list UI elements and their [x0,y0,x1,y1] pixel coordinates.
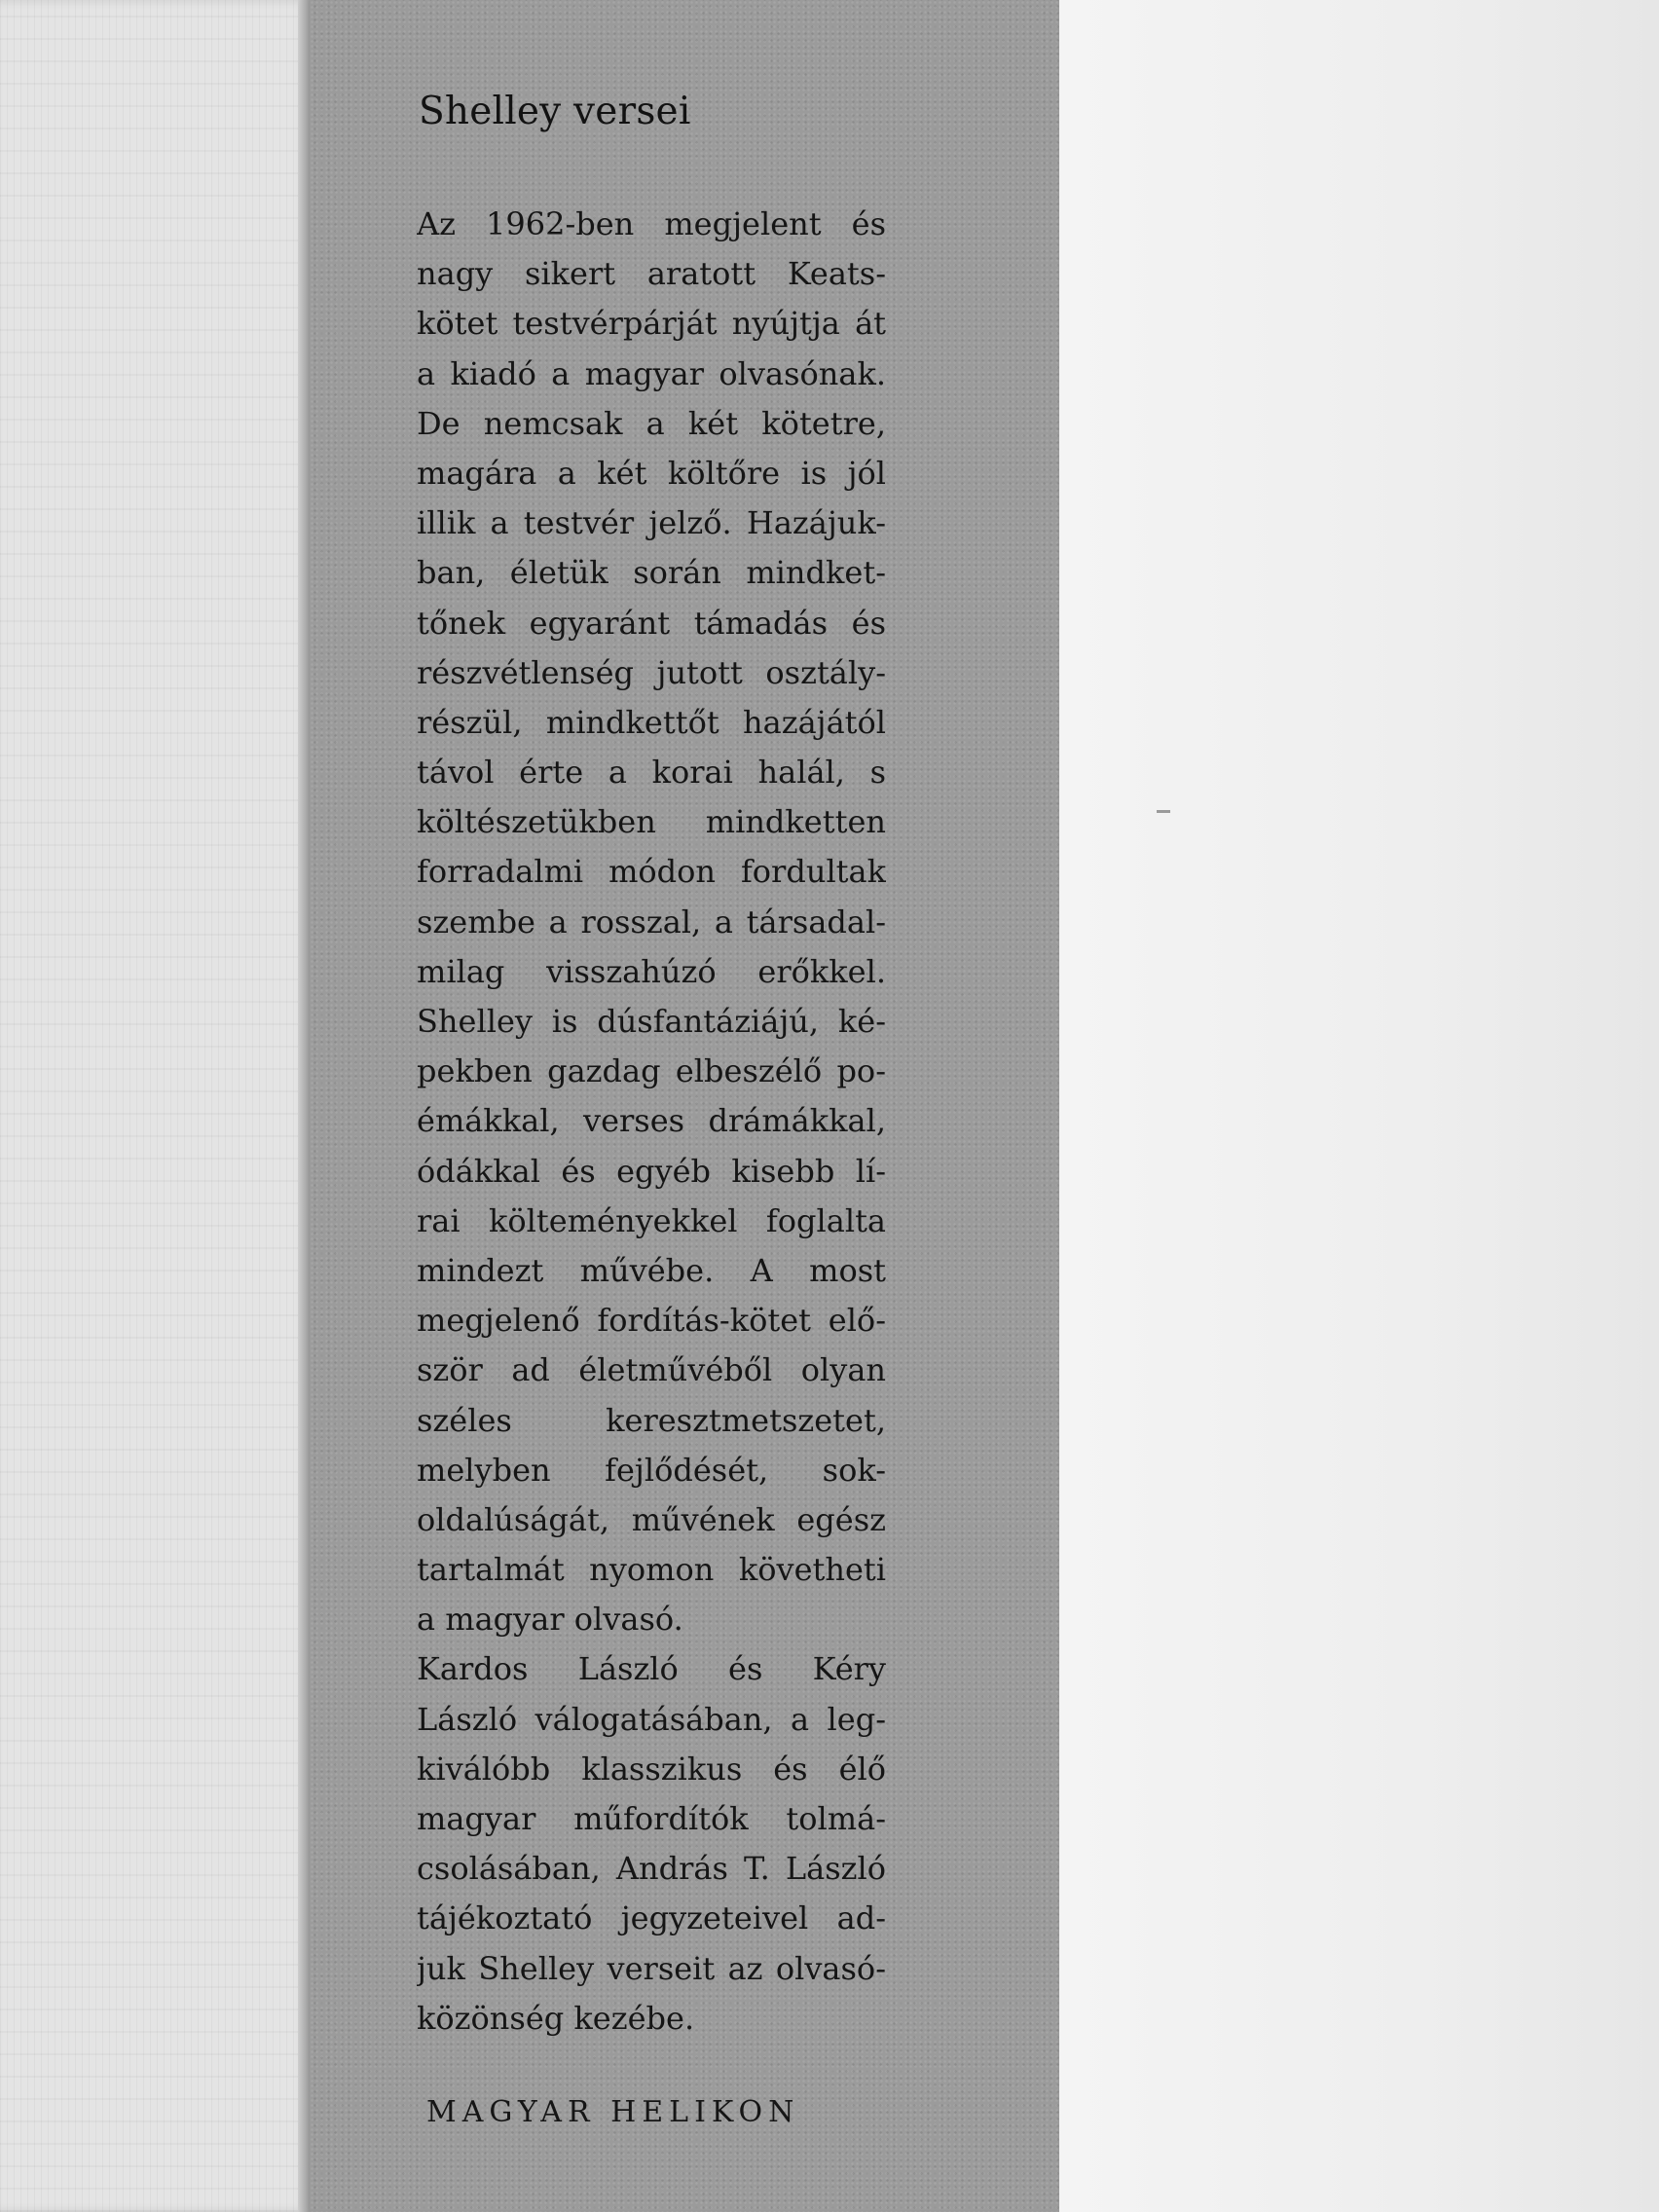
blurb-line: kiválóbb klasszikus és élő [417,1750,886,1788]
blurb-line: nagy sikert aratott Keats- [417,255,886,293]
blurb-line: szembe a rosszal, a társadal- [417,903,886,940]
blurb-line: pekben gazdag elbeszélő po- [417,1052,886,1090]
blurb-line: Az 1962-ben megjelent és [417,205,886,242]
blurb-line: illik a testvér jelző. Hazájuk- [417,504,886,542]
blurb-line: magára a két költőre is jól [417,454,886,492]
blurb-line: megjelenő fordítás-kötet elő- [417,1302,886,1340]
blurb-line: Kardos László és Kéry [417,1650,886,1688]
blurb-line: Shelley is dúsfantáziájú, ké- [417,1003,886,1040]
blurb-line: közönség kezébe. [417,1999,695,2037]
blurb-line: mindezt művébe. A most [417,1251,886,1289]
blurb-line: tartalmát nyomon követheti [417,1551,886,1589]
blurb-line: milag visszahúzó erőkkel. [417,952,886,990]
blurb-line: oldalúságát, művének egész [417,1500,886,1538]
blurb-line: részvétlenség jutott osztály- [417,653,886,691]
blurb-line: távol érte a korai halál, s [417,754,886,792]
blurb-line: ször ad életművéből olyan [417,1351,886,1389]
blurb-line: költészetükben mindketten [417,803,886,841]
blurb-line: kötet testvérpárját nyújtja át [417,305,886,343]
blurb-text [417,200,886,2044]
book-title: Shelley versei [419,90,691,133]
blurb-line: a kiadó a magyar olvasónak. [417,354,886,392]
book-page-right [1059,0,1659,2212]
blurb-line: forradalmi módon fordultak [417,853,886,891]
blurb-line: émákkal, verses drámákkal, [417,1102,886,1140]
blurb-line: rai költeményekkel foglalta [417,1201,886,1239]
blurb-line: juk Shelley verseit az olvasó- [417,1949,886,1987]
book-cover-left [0,0,310,2212]
blurb-line: csolásában, András T. László [417,1850,886,1888]
page-mark [1157,810,1170,813]
blurb-line: tőnek egyaránt támadás és [417,604,886,642]
blurb-line: ódákkal és egyéb kisebb lí- [417,1152,886,1190]
blurb-line: melyben fejlődését, sok- [417,1451,886,1489]
blurb-line: a magyar olvasó. [417,1601,683,1639]
blurb-line: széles keresztmetszetet, [417,1401,886,1439]
blurb-line: ban, életük során mindket- [417,554,886,592]
blurb-line: részül, mindkettőt hazájától [417,703,886,741]
blurb-line: magyar műfordítók tolmá- [417,1800,886,1837]
publisher-name: MAGYAR HELIKON [426,2095,800,2129]
blurb-line: László válogatásában, a leg- [417,1700,886,1738]
blurb-line: tájékoztató jegyzeteivel ad- [417,1899,886,1937]
blurb-line: De nemcsak a két kötetre, [417,404,886,442]
book-spine-edge [298,0,310,2212]
